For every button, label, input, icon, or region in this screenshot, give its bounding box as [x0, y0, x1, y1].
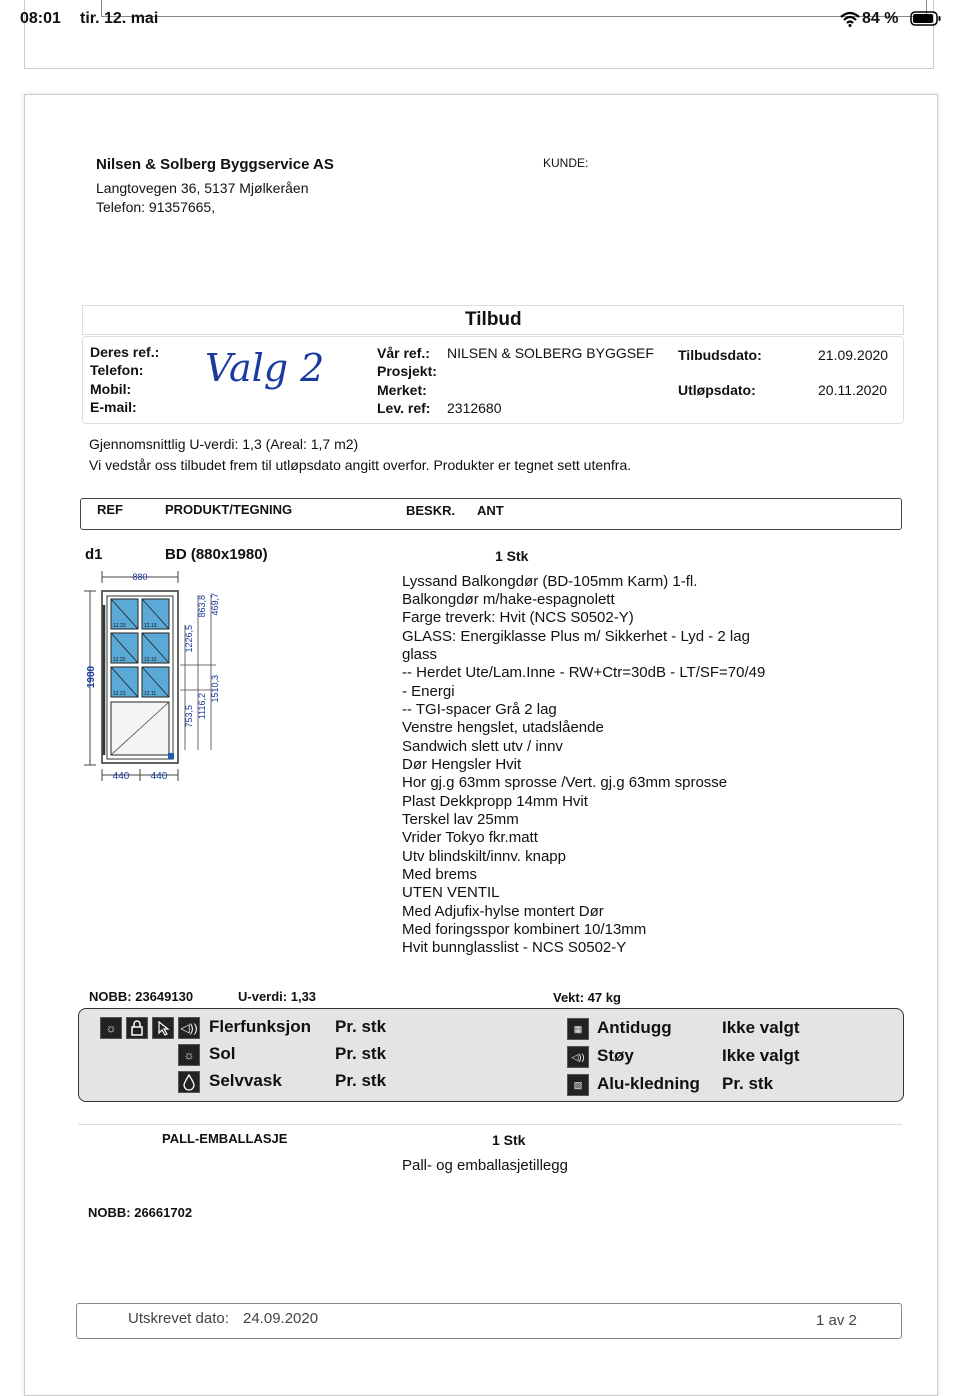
item1-qty: 1 Stk	[495, 548, 529, 564]
svg-text:12.23: 12.23	[113, 623, 126, 629]
status-bar	[0, 0, 960, 38]
desc-line: Med brems	[402, 866, 478, 883]
desc-line: Med Adjufix-hylse montert Dør	[402, 903, 604, 920]
desc-line: Plast Dekkpropp 14mm Hvit	[402, 793, 588, 810]
col-ant: ANT	[477, 503, 504, 518]
feature-selvvask-value: Pr. stk	[335, 1071, 387, 1090]
svg-text:12.13: 12.13	[144, 623, 157, 629]
offer-note: Vi vedstår oss tilbudet frem til utløpsdato angitt overfor. Produkter er tegnet sett utenfra.	[89, 457, 632, 473]
cursor-icon	[152, 1017, 174, 1039]
desc-line: Dør Hengsler Hvit	[402, 756, 522, 773]
dim-height: 1980	[86, 665, 97, 689]
item2-qty: 1 Stk	[492, 1132, 526, 1148]
status-date: tir. 12. mai	[80, 10, 159, 27]
col-beskr: BESKR.	[406, 503, 456, 518]
feature-alu-kledning-value: Pr. stk	[722, 1074, 774, 1093]
svg-text:469,7: 469,7	[210, 593, 220, 616]
feature-sol: Sol	[209, 1044, 236, 1063]
sound-icon: ◁))	[178, 1017, 200, 1039]
water-drop-icon	[178, 1071, 200, 1093]
merket-label: Merket:	[377, 382, 427, 398]
battery-percent: 84 %	[862, 10, 899, 27]
desc-line: GLASS: Energiklasse Plus m/ Sikkerhet - Lyd - 2 lag	[402, 628, 750, 645]
item1-product: BD (880x1980)	[165, 546, 268, 563]
desc-line: Terskel lav 25mm	[402, 811, 519, 828]
item1-u-value: U-verdi: 1,33	[238, 989, 317, 1004]
utlopsdato-value: 20.11.2020	[818, 382, 888, 398]
handwritten-note: Valg 2	[205, 346, 325, 390]
deres-ref-label: Deres ref.:	[90, 344, 160, 360]
svg-text:12.12: 12.12	[144, 657, 157, 663]
door-drawing	[80, 565, 240, 790]
doc-title: Tilbud	[465, 309, 522, 330]
desc-line: glass	[402, 646, 438, 663]
col-ref: REF	[97, 502, 123, 517]
page-number: 1 av 2	[816, 1312, 857, 1329]
item2-description: Pall- og emballasjetillegg	[402, 1157, 568, 1174]
prosjekt-label: Prosjekt:	[377, 363, 437, 379]
desc-line: -- Herdet Ute/Lam.Inne - RW+Ctr=30dB - LT/SF=70/49	[402, 664, 766, 681]
tilbudsdato-label: Tilbudsdato:	[678, 347, 762, 363]
sun-icon: ☼	[178, 1044, 200, 1066]
sound-icon: ◁))	[567, 1046, 589, 1068]
company-phone: Telefon: 91357665,	[96, 199, 216, 215]
tilbudsdato-value: 21.09.2020	[818, 347, 889, 363]
col-produkt: PRODUKT/TEGNING	[165, 502, 293, 517]
desc-line: Balkongdør m/hake-espagnolett	[402, 591, 615, 608]
utlopsdato-label: Utløpsdato:	[678, 382, 756, 398]
item2-product: PALL-EMBALLASJE	[162, 1131, 288, 1146]
svg-text:863,8: 863,8	[197, 595, 207, 618]
desc-line: Vrider Tokyo fkr.matt	[402, 829, 538, 846]
aluminium-icon: ▧	[567, 1074, 589, 1096]
desc-line: Sandwich slett utv / innv	[402, 738, 563, 755]
feature-flerfunksjon: Flerfunksjon	[209, 1017, 312, 1036]
company-address: Langtovegen 36, 5137 Mjølkeråen	[96, 180, 309, 196]
printed-label: Utskrevet dato:	[128, 1310, 229, 1327]
feature-stoy: Støy	[597, 1046, 634, 1065]
desc-line: -- TGI-spacer Grå 2 lag	[402, 701, 557, 718]
dim-width: 880	[132, 572, 148, 582]
sun-icon: ☼	[100, 1017, 122, 1039]
desc-line: Med foringsspor kombinert 10/13mm	[402, 921, 647, 938]
svg-text:440: 440	[150, 771, 168, 782]
svg-text:1226,5: 1226,5	[184, 625, 194, 653]
feature-sol-value: Pr. stk	[335, 1044, 387, 1063]
feature-selvvask: Selvvask	[209, 1071, 282, 1090]
status-time: 08:01	[20, 10, 61, 27]
lock-icon	[126, 1017, 148, 1039]
company-name: Nilsen & Solberg Byggservice AS	[96, 156, 334, 173]
battery-icon	[910, 11, 942, 26]
item1-weight: Vekt: 47 kg	[553, 990, 621, 1005]
svg-text:12.21: 12.21	[113, 691, 126, 697]
wifi-icon	[840, 11, 860, 27]
desc-line: Hor gj.g 63mm sprosse /Vert. gj.g 63mm sprosse	[402, 774, 728, 791]
desc-line: Hvit bunnglasslist - NCS S0502-Y	[402, 939, 627, 956]
feature-stoy-value: Ikke valgt	[722, 1046, 800, 1065]
printed-date: 24.09.2020	[243, 1310, 319, 1327]
desc-line: - Energi	[402, 683, 455, 700]
telefon-label: Telefon:	[90, 362, 144, 378]
svg-text:12.22: 12.22	[113, 657, 126, 663]
desc-line: Lyssand Balkongdør (BD-105mm Karm) 1-fl.	[402, 573, 698, 590]
desc-line: UTEN VENTIL	[402, 884, 500, 901]
customer-label: KUNDE:	[543, 156, 589, 170]
item2-nobb: NOBB: 26661702	[88, 1205, 193, 1220]
divider	[78, 1124, 902, 1125]
lev-ref-label: Lev. ref:	[377, 400, 431, 416]
svg-text:1116,2: 1116,2	[197, 693, 207, 720]
antifog-icon: ▦	[567, 1018, 589, 1040]
var-ref-label: Vår ref.:	[377, 345, 430, 361]
item1-nobb: NOBB: 23649130	[89, 989, 194, 1004]
feature-flerfunksjon-value: Pr. stk	[335, 1017, 387, 1036]
feature-alu-kledning: Alu-kledning	[597, 1074, 700, 1093]
desc-line: Farge treverk: Hvit (NCS S0502-Y)	[402, 609, 634, 626]
email-label: E-mail:	[90, 399, 137, 415]
desc-line: Venstre hengslet, utadslående	[402, 719, 604, 736]
mobil-label: Mobil:	[90, 381, 132, 397]
svg-text:440: 440	[112, 771, 130, 782]
average-u-value: Gjennomsnittlig U-verdi: 1,3 (Areal: 1,7 m2)	[89, 436, 359, 452]
svg-text:12.11: 12.11	[144, 691, 157, 697]
svg-text:1510,3: 1510,3	[210, 675, 220, 703]
feature-antidugg-value: Ikke valgt	[722, 1018, 800, 1037]
feature-antidugg: Antidugg	[597, 1018, 672, 1037]
item1-ref: d1	[85, 546, 103, 563]
svg-text:753,5: 753,5	[184, 705, 194, 728]
var-ref-value: NILSEN & SOLBERG BYGGSEF	[447, 345, 654, 361]
desc-line: Utv blindskilt/innv. knapp	[402, 848, 566, 865]
lev-ref-value: 2312680	[447, 400, 502, 416]
